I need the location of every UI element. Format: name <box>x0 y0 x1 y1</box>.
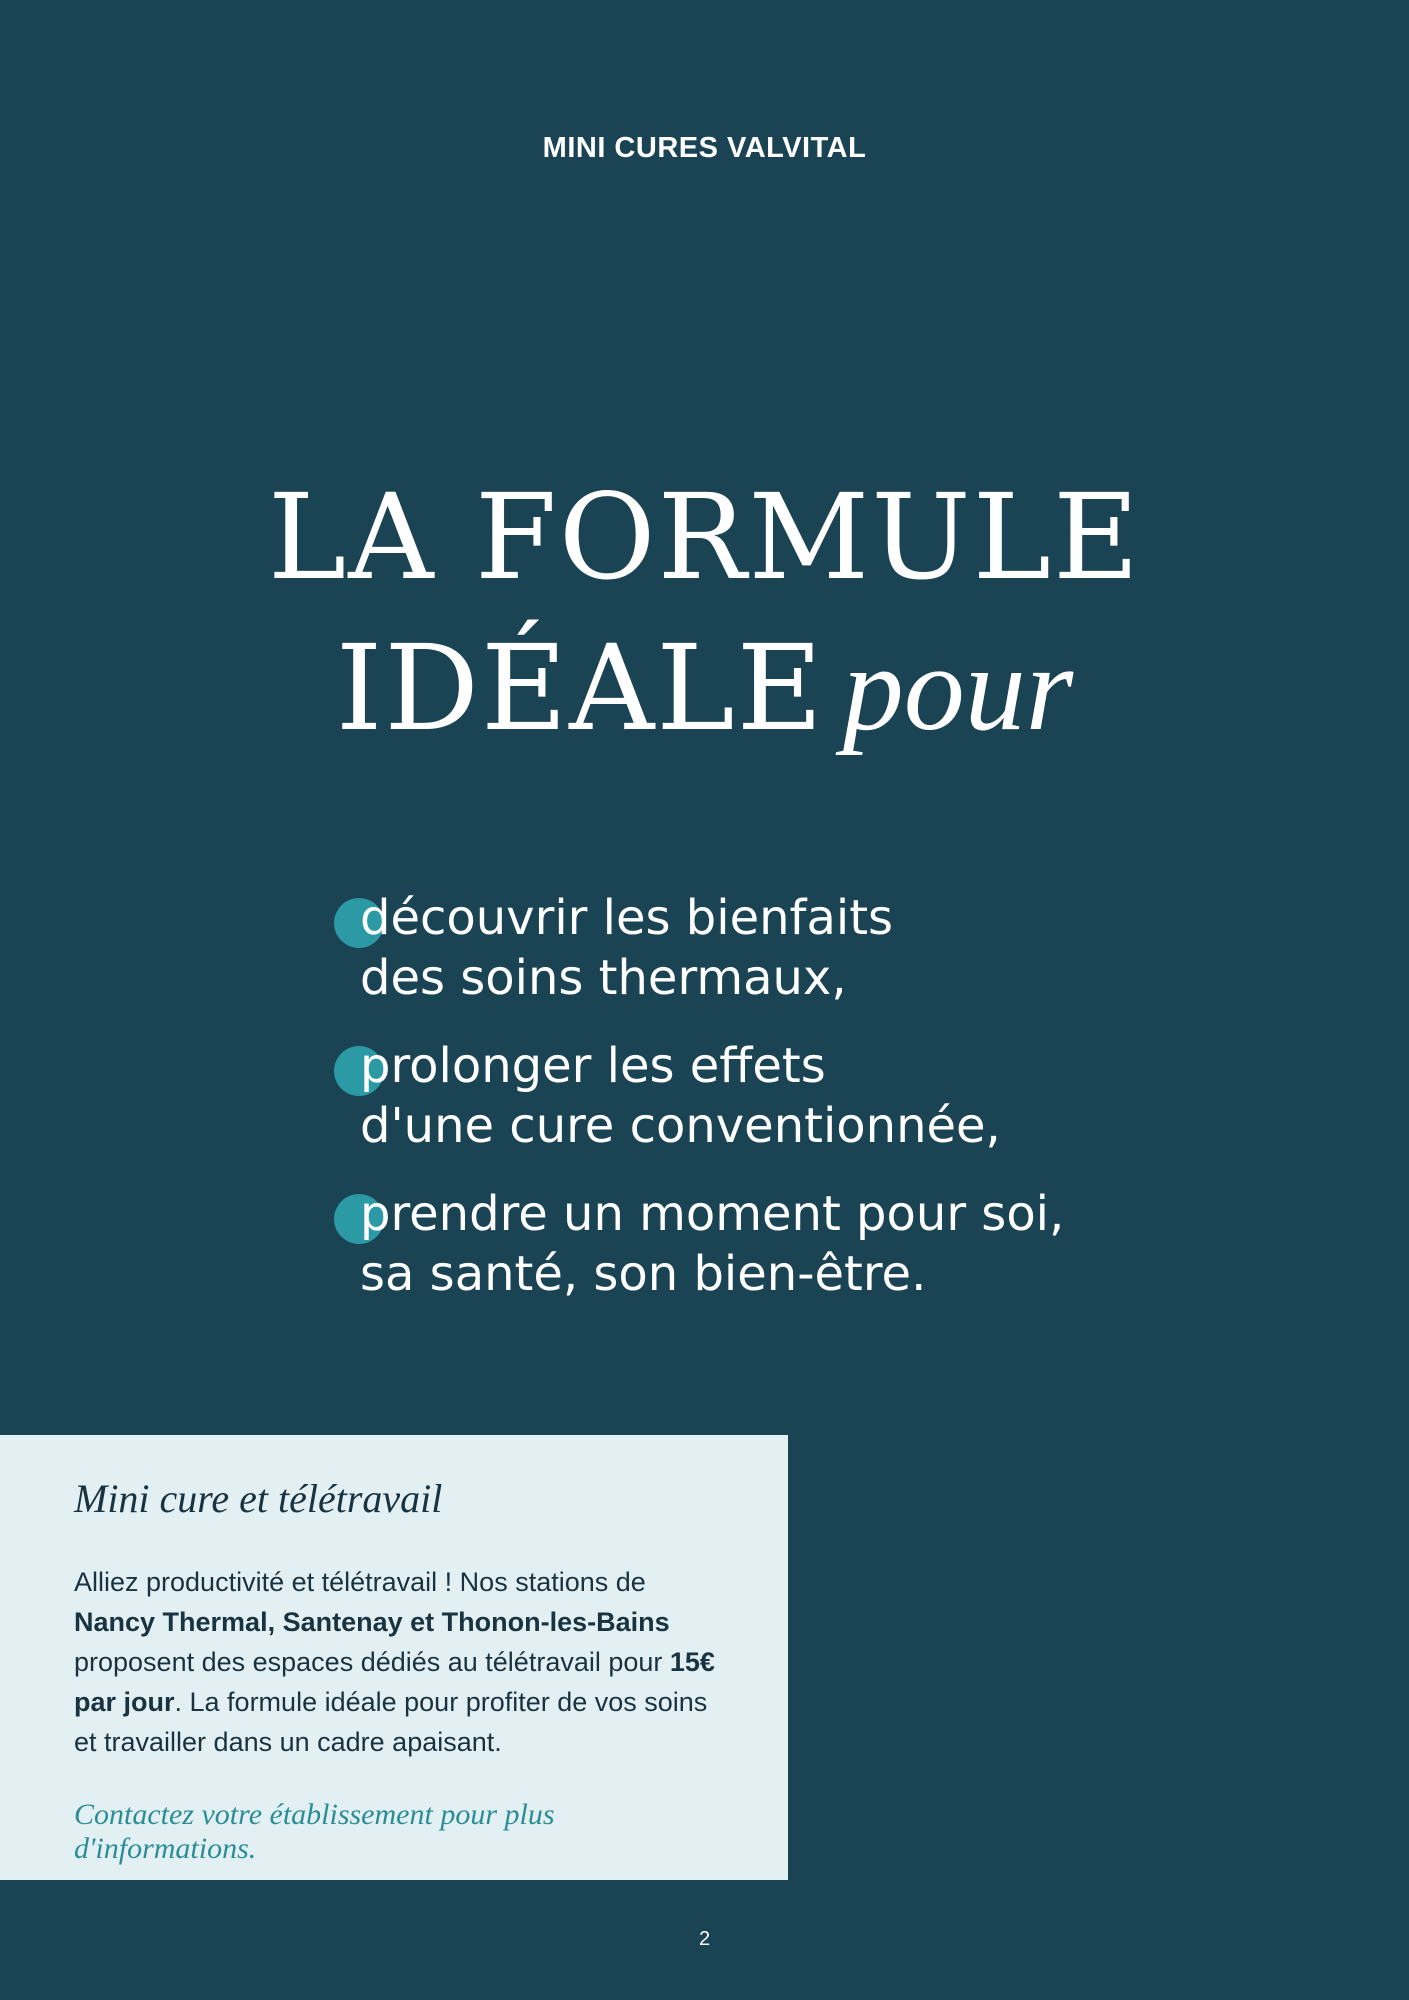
headline-line-1: LA FORMULE <box>267 468 1142 607</box>
info-box-body <box>74 1562 728 1762</box>
info-box-body-text: . La formule idéale pour profiter de vos soins et travailler dans un cadre apaisant. <box>74 1687 708 1757</box>
info-box-title: Mini cure et télétravail <box>74 1476 443 1521</box>
benefit-text: découvrir les bienfaits des soins thermaux, <box>360 890 894 1006</box>
benefit-item <box>334 1184 1234 1304</box>
daily-price: 15€ par jour <box>74 1647 715 1717</box>
headline-line-2 <box>0 613 1409 763</box>
page-headline <box>0 461 1409 763</box>
info-box-body-text: proposent des espaces dédiés au télétravail pour <box>74 1647 670 1677</box>
headline-accent-word: pour <box>842 621 1074 757</box>
benefits-list <box>334 888 1234 1332</box>
benefit-text: prolonger les effets d'une cure conventionnée, <box>360 1038 1001 1154</box>
info-box-contact-note: Contactez votre établissement pour plus d'informations. <box>74 1798 555 1865</box>
page-number: 2 <box>698 1928 711 1950</box>
section-kicker: MINI CURES VALVITAL <box>542 132 867 164</box>
benefit-item <box>334 888 1234 1008</box>
stations-names: Nancy Thermal, Santenay et Thonon-les-Bains <box>74 1607 670 1637</box>
benefit-item <box>334 1036 1234 1156</box>
benefit-text: prendre un moment pour soi, sa santé, son bien-être. <box>360 1186 1065 1302</box>
info-box-body-text: Alliez productivité et télétravail ! Nos stations de <box>74 1567 646 1597</box>
telework-info-box <box>0 1435 788 1880</box>
headline-line-2-text: IDÉALE <box>335 619 825 758</box>
